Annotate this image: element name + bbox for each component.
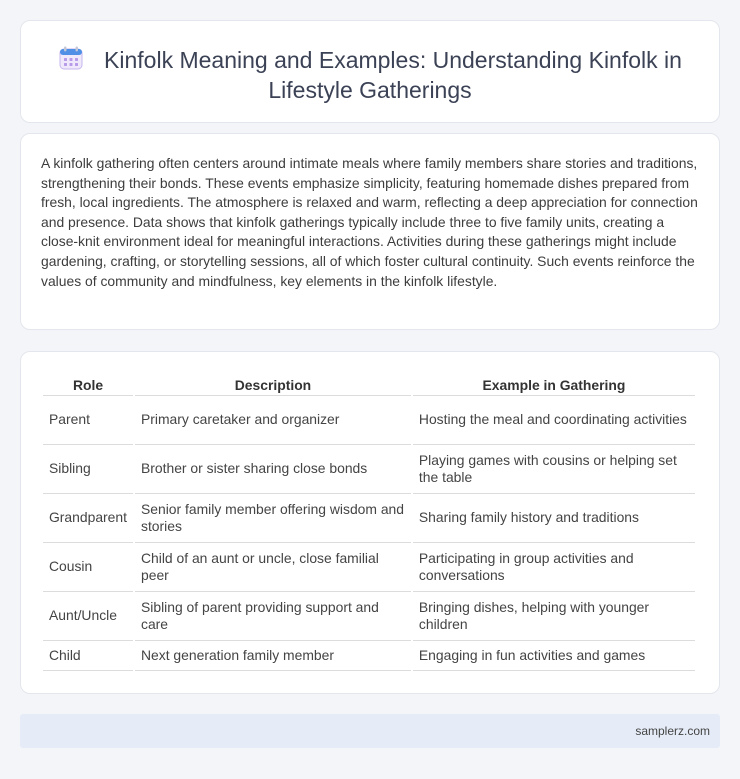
cell-example: Hosting the meal and coordinating activities — [413, 396, 695, 445]
cell-example: Participating in group activities and conversations — [413, 543, 695, 592]
cell-role: Grandparent — [43, 494, 133, 543]
cell-role: Cousin — [43, 543, 133, 592]
page-title: Kinfolk Meaning and Examples: Understanding Kinfolk in Lifestyle Gatherings — [104, 47, 682, 103]
intro-paragraph: A kinfolk gathering often centers around intimate meals where family members share stories and traditions, strengthening their bonds. These events emphasize simplicity, featuring homemade dishes prepared from fresh, local ingredients. The atmosphere is relaxed and warm, reflecting a deep appreciation for connection and presence. Data shows that kinfolk gatherings typically include three to five family units, creating a close-knit environment ideal for meaningful interactions. Activities during these gatherings might include gardening, crafting, or storytelling sessions, all of which foster cultural continuity. Such events reinforce the values of community and mindfulness, key elements in the kinfolk lifestyle. — [41, 155, 698, 289]
header-example: Example in Gathering — [413, 374, 695, 396]
intro-card — [20, 133, 720, 330]
cell-role: Parent — [43, 396, 133, 445]
table-row — [43, 592, 695, 641]
table-header-row — [43, 374, 695, 396]
cell-example: Playing games with cousins or helping set the table — [413, 445, 695, 494]
footer-site-link[interactable]: samplerz.com — [635, 724, 710, 738]
cell-role: Sibling — [43, 445, 133, 494]
table-row — [43, 445, 695, 494]
table-row — [43, 396, 695, 445]
cell-role: Child — [43, 641, 133, 671]
header-description: Description — [135, 374, 411, 396]
cell-description: Sibling of parent providing support and care — [135, 592, 411, 641]
table-row — [43, 543, 695, 592]
cell-description: Senior family member offering wisdom and stories — [135, 494, 411, 543]
table-row — [43, 641, 695, 671]
title-card — [20, 20, 720, 123]
cell-description: Next generation family member — [135, 641, 411, 671]
cell-example: Bringing dishes, helping with younger children — [413, 592, 695, 641]
table-card — [20, 351, 720, 694]
footer-bar — [20, 714, 720, 748]
cell-description: Brother or sister sharing close bonds — [135, 445, 411, 494]
cell-description: Primary caretaker and organizer — [135, 396, 411, 445]
cell-example: Engaging in fun activities and games — [413, 641, 695, 671]
table-row — [43, 494, 695, 543]
cell-role: Aunt/Uncle — [43, 592, 133, 641]
calendar-icon — [58, 45, 84, 71]
cell-description: Child of an aunt or uncle, close familial peer — [135, 543, 411, 592]
roles-table — [41, 374, 697, 671]
header-role: Role — [43, 374, 133, 396]
page-title-wrap — [21, 45, 719, 105]
cell-example: Sharing family history and traditions — [413, 494, 695, 543]
